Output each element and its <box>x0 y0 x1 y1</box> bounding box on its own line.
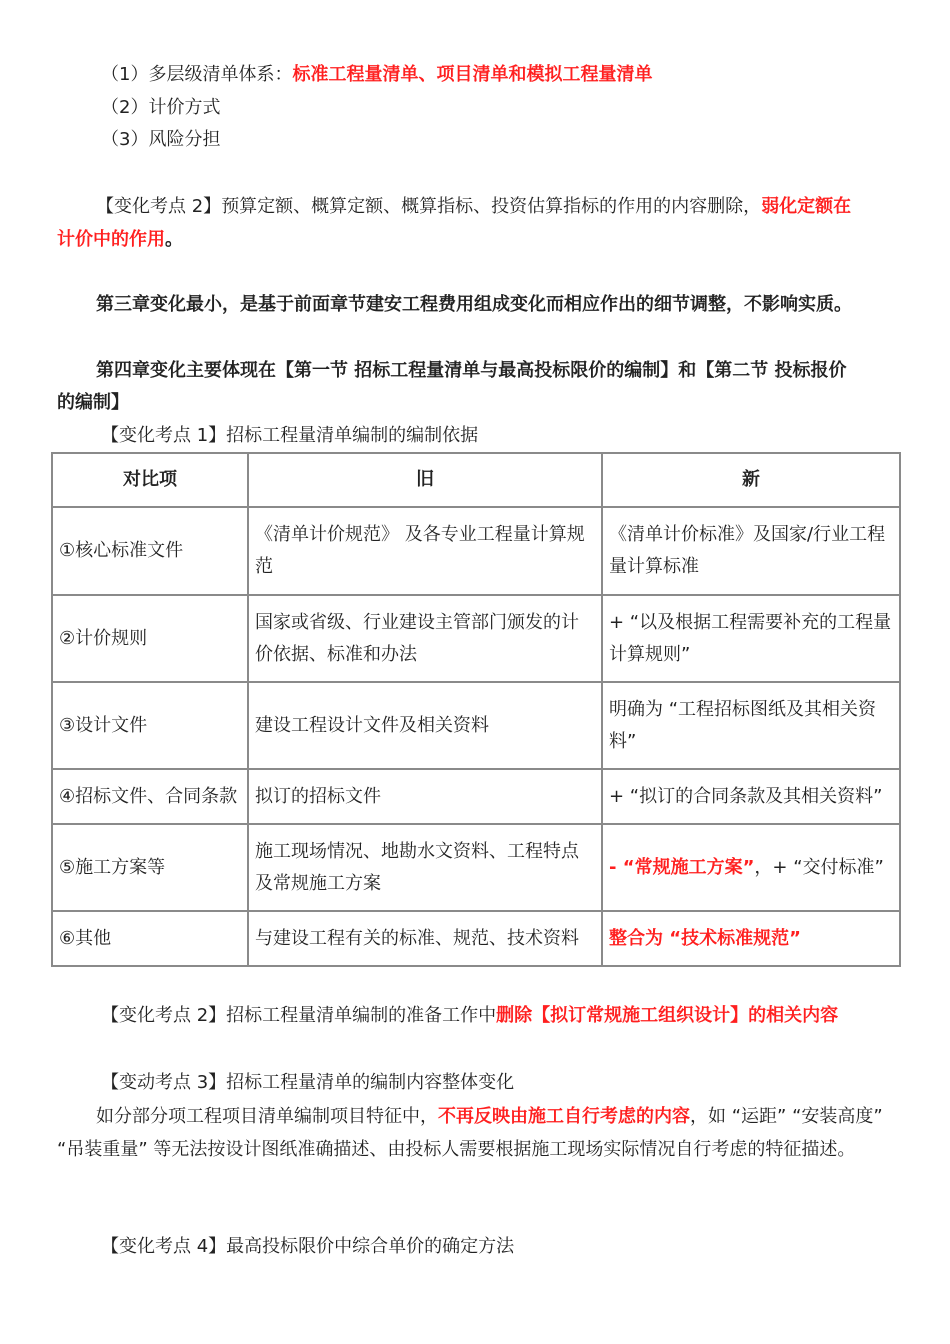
list-item: （1）多层级清单体系：标准工程量清单、项目清单和模拟工程量清单 <box>101 64 653 85</box>
header-old: 旧 <box>248 453 602 507</box>
list-item: （2）计价方式 <box>101 97 221 118</box>
paragraph-change-point-2-cont: 计价中的作用。 <box>57 229 183 250</box>
paragraph-change-point-3: 【变动考点 3】招标工程量清单的编制内容整体变化 <box>101 1072 515 1093</box>
table-row: ①核心标准文件 《清单计价规范》 及各专业工程量计算规范 《清单计价标准》及国家/行业工程量计算标准 <box>52 507 900 595</box>
paragraph-prep-work: 【变化考点 2】招标工程量清单编制的准备工作中删除【拟订常规施工组织设计】的相关内容 <box>101 1005 839 1026</box>
header-new: 新 <box>602 453 900 507</box>
highlight-text: 标准工程量清单、项目清单和模拟工程量清单 <box>292 64 653 85</box>
list-item: （3）风险分担 <box>101 129 221 150</box>
chapter-4-summary: 第四章变化主要体现在【第一节 招标工程量清单与最高投标限价的编制】和【第二节 投标报价 <box>96 360 847 381</box>
chapter-4-summary-cont: 的编制】 <box>57 392 129 413</box>
table-row: ⑤施工方案等 施工现场情况、地勘水文资料、工程特点及常规施工方案 - “常规施工方案”，+ “交付标准” <box>52 824 900 911</box>
comparison-table <box>51 452 901 967</box>
table-caption: 【变化考点 1】招标工程量清单编制的编制依据 <box>101 425 479 446</box>
table-row: ⑥其他 与建设工程有关的标准、规范、技术资料 整合为 “技术标准规范” <box>52 911 900 966</box>
chapter-3-summary: 第三章变化最小，是基于前面章节建安工程费用组成变化而相应作出的细节调整，不影响实质。 <box>96 294 852 315</box>
table-row: ②计价规则 国家或省级、行业建设主管部门颁发的计价依据、标准和办法 + “以及根据工程需要补充的工程量计算规则” <box>52 595 900 682</box>
paragraph-feature-description: 如分部分项工程项目清单编制项目特征中，不再反映由施工自行考虑的内容，如 “运距” “安装高度” “吊装重量” 等无法按设计图纸准确描述、由投标人需要根据施工现场实际情况自行考虑的特征描述。 <box>57 1106 883 1160</box>
table-header-row <box>52 453 900 507</box>
header-item: 对比项 <box>52 453 248 507</box>
paragraph-change-point-4: 【变化考点 4】最高投标限价中综合单价的确定方法 <box>101 1236 515 1257</box>
table-row: ③设计文件 建设工程设计文件及相关资料 明确为 “工程招标图纸及其相关资料” <box>52 682 900 769</box>
table-row: ④招标文件、合同条款 拟订的招标文件 + “拟订的合同条款及其相关资料” <box>52 769 900 824</box>
paragraph-change-point-2: 【变化考点 2】预算定额、概算定额、概算指标、投资估算指标的作用的内容删除，弱化定额在 <box>96 196 852 217</box>
